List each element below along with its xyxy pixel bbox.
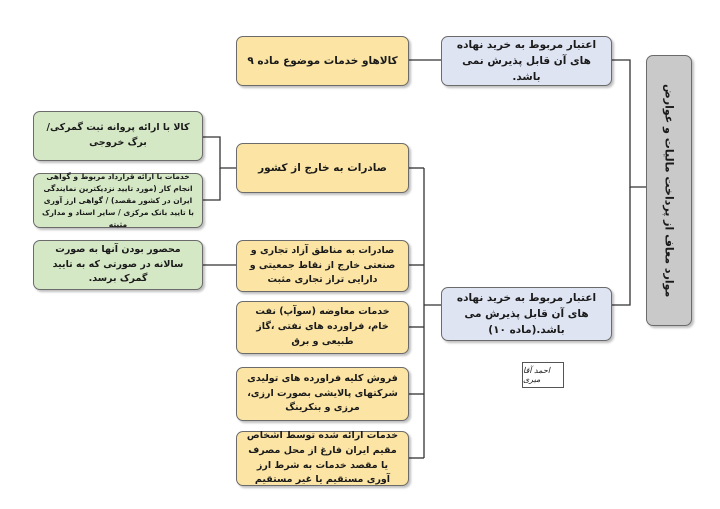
- free-zone-condition-label: محصور بودن آنها به صورت سالانه در صورتی که به تایید گمرک برسد.: [52, 243, 184, 285]
- author-signature: [522, 362, 564, 388]
- nonresident-services-box: [236, 431, 409, 486]
- free-zones-export-box: [236, 240, 409, 292]
- non-creditable-label: اعتبار مربوط به خرید نهاده های آن قابل پذیرش نمی باشد.: [456, 38, 597, 84]
- signature-label: احمد آقا میری: [523, 366, 551, 384]
- root-exemptions-box: [646, 55, 692, 326]
- root-label: موارد معاف از پرداخت مالیات و عوارض: [662, 83, 676, 298]
- free-zone-condition-box: [33, 240, 203, 290]
- refinery-sales-box: [236, 367, 409, 421]
- swap-services-box: [236, 301, 409, 354]
- free-zones-export-label: صادرات به مناطق آزاد تجاری و صنعتی خارج از نقاط جمعیتی و دارایی تراز تجاری مثبت: [249, 244, 396, 286]
- nonresident-services-label: خدمات ارائه شده توسط اشخاص مقیم ایران فارغ از محل مصرف یا مقصد خدمات به شرط ارز آوری مستقیم یا غیر مستقیم: [246, 430, 399, 486]
- refinery-sales-label: فروش کلیه فراورده های تولیدی شرکتهای پالایشی بصورت ارزی، مرزی و بنکرینگ: [247, 372, 398, 414]
- creditable-label: اعتبار مربوط به خرید نهاده های آن قابل پذیرش می باشد.(ماده ۱۰): [456, 291, 597, 337]
- creditable-category-box: [441, 287, 612, 341]
- swap-services-label: خدمات معاوضه (سوآپ) نفت خام، فراورده های نفتی ،گاز طبیعی و برق: [255, 306, 390, 347]
- export-abroad-label: صادرات به خارج از کشور: [258, 161, 387, 174]
- article9-goods-box: [236, 36, 409, 86]
- goods-condition-box: [33, 111, 203, 161]
- article9-goods-label: کالاهاو خدمات موضوع ماده ۹: [247, 54, 398, 67]
- non-creditable-category-box: [441, 36, 612, 86]
- services-condition-label: خدمات با ارائه قرارداد مربوط و گواهی انجام کار (مورد تایید نزدیکترین نمایندگی ایران در کشور مقصد) / گواهی ارز آوری با تایید بانک مرکزی / سایر اسناد و مدارک مثبته: [42, 171, 194, 229]
- services-condition-box: [33, 173, 203, 228]
- goods-condition-label: کالا با ارائه پروانه ثبت گمرکی/برگ خروجی: [46, 122, 190, 148]
- export-abroad-box: [236, 143, 409, 193]
